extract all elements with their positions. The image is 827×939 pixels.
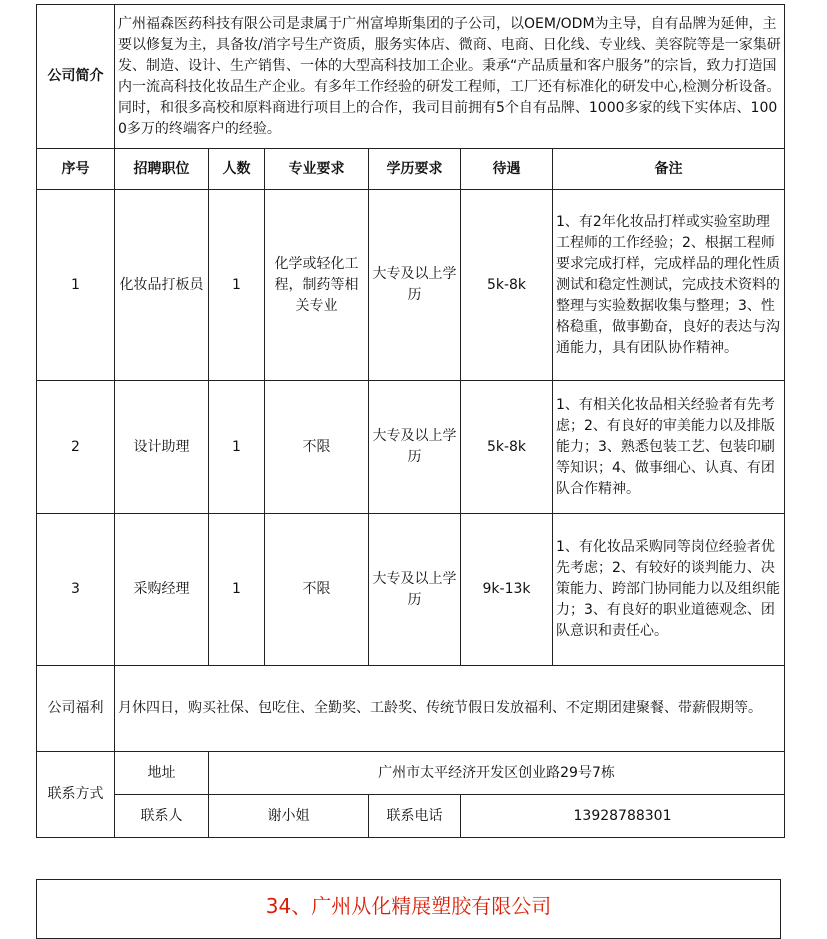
phone-label: 联系电话 — [369, 795, 461, 838]
header-no: 序号 — [37, 149, 115, 190]
job-education: 大专及以上学历 — [369, 381, 461, 514]
phone-value: 13928788301 — [461, 795, 785, 838]
job-row-1 — [37, 190, 785, 381]
address-value: 广州市太平经济开发区创业路29号7栋 — [209, 752, 785, 795]
job-position: 设计助理 — [115, 381, 209, 514]
header-row — [37, 149, 785, 190]
header-major: 专业要求 — [265, 149, 369, 190]
job-count: 1 — [209, 514, 265, 666]
contact-address-row — [37, 752, 785, 795]
header-salary: 待遇 — [461, 149, 553, 190]
job-position: 化妆品打板员 — [115, 190, 209, 381]
job-major: 化学或轻化工程，制药等相关专业 — [265, 190, 369, 381]
header-position: 招聘职位 — [115, 149, 209, 190]
header-notes: 备注 — [553, 149, 785, 190]
job-notes: 1、有2年化妆品打样或实验室助理工程师的工作经验；2、根据工程师要求完成打样，完成样品的理化性质测试和稳定性测试，完成技术资料的整理与实验数据收集与整理；3、性格稳重，做事勤奋，良好的表达与沟通能力，具有团队协作精神。 — [553, 190, 785, 381]
address-label: 地址 — [115, 752, 209, 795]
job-position: 采购经理 — [115, 514, 209, 666]
job-no: 2 — [37, 381, 115, 514]
recruitment-table — [36, 4, 785, 838]
job-major: 不限 — [265, 381, 369, 514]
next-company-title: 34、广州从化精展塑胶有限公司 — [265, 894, 552, 918]
job-salary: 5k-8k — [461, 190, 553, 381]
contact-person-row — [37, 795, 785, 838]
intro-text: 广州福森医药科技有限公司是隶属于广州富埠斯集团的子公司，以OEM/ODM为主导，自有品牌为延伸，主要以修复为主，具备妆/消字号生产资质，服务实体店、微商、电商、日化线、专业线、美容院等是一家集研发、制造、设计、生产销售、一体的大型高科技加工企业。秉承“产品质量和客户服务”的宗旨，致力打造国内一流高科技化妆品生产企业。有多年工作经验的研发工程师，工厂还有标准化的研发中心,检测分析设备。同时，和很多高校和原料商进行项目上的合作，我司目前拥有5个自有品牌、1000多家的线下实体店、1000多万的终端客户的经验。 — [115, 5, 785, 149]
job-count: 1 — [209, 381, 265, 514]
job-no: 3 — [37, 514, 115, 666]
job-row-2 — [37, 381, 785, 514]
welfare-text: 月休四日，购买社保、包吃住、全勤奖、工龄奖、传统节假日发放福利、不定期团建聚餐、带薪假期等。 — [115, 666, 785, 752]
job-salary: 5k-8k — [461, 381, 553, 514]
person-label: 联系人 — [115, 795, 209, 838]
person-value: 谢小姐 — [209, 795, 369, 838]
job-major: 不限 — [265, 514, 369, 666]
job-count: 1 — [209, 190, 265, 381]
job-no: 1 — [37, 190, 115, 381]
welfare-label: 公司福利 — [37, 666, 115, 752]
job-education: 大专及以上学历 — [369, 514, 461, 666]
welfare-row — [37, 666, 785, 752]
header-education: 学历要求 — [369, 149, 461, 190]
job-notes: 1、有化妆品采购同等岗位经验者优先考虑；2、有较好的谈判能力、决策能力、跨部门协同能力以及组织能力；3、有良好的职业道德观念、团队意识和责任心。 — [553, 514, 785, 666]
job-education: 大专及以上学历 — [369, 190, 461, 381]
job-notes: 1、有相关化妆品相关经验者有先考虑；2、有良好的审美能力以及排版能力；3、熟悉包装工艺、包装印刷等知识；4、做事细心、认真、有团队合作精神。 — [553, 381, 785, 514]
job-row-3 — [37, 514, 785, 666]
intro-label: 公司简介 — [37, 5, 115, 149]
next-company-title-box — [36, 879, 781, 939]
contact-label: 联系方式 — [37, 752, 115, 838]
job-salary: 9k-13k — [461, 514, 553, 666]
header-count: 人数 — [209, 149, 265, 190]
intro-row — [37, 5, 785, 149]
